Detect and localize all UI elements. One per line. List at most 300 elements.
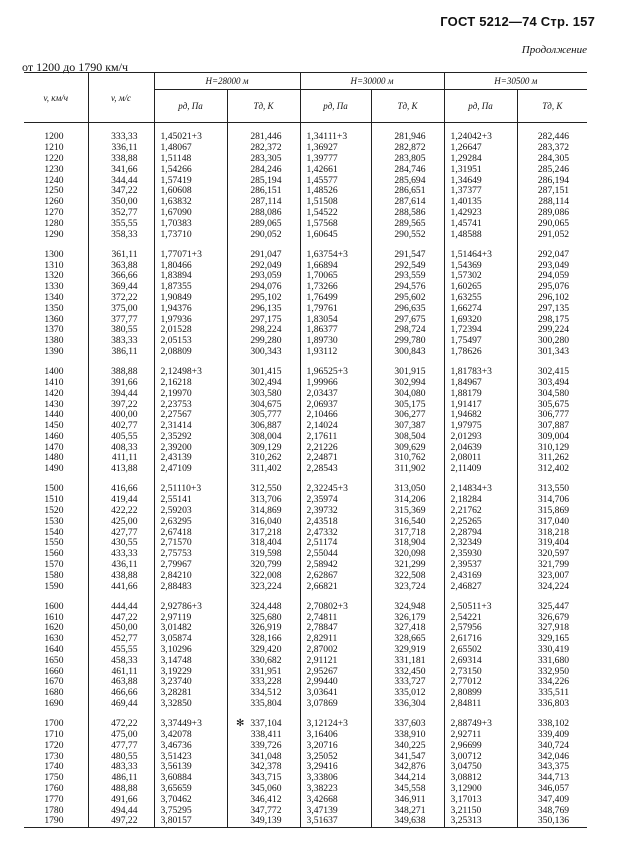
cell-pressure-3: 2,08011	[444, 453, 517, 464]
cell-pressure-3: 1,26647	[444, 143, 517, 154]
cell-temperature-2: 283,805	[371, 154, 444, 165]
cell-temperature-1: 345,060	[227, 784, 300, 795]
cell-speed-kmh: 1290	[44, 228, 64, 240]
table-row	[24, 208, 587, 219]
cell-temperature-1: 308,004	[227, 432, 300, 443]
table-row	[24, 688, 587, 699]
cell-pressure-3: 1,75497	[444, 336, 517, 347]
cell-pressure-2: 2,06937	[300, 400, 371, 411]
cell-temperature-1: 330,682	[227, 656, 300, 667]
page-mark: ✻	[236, 718, 245, 729]
cell-pressure-1: 1,57419	[154, 176, 227, 187]
cell-pressure-3: 1,37377	[444, 186, 517, 197]
continuation-label: Продолжение	[521, 44, 587, 56]
table-row	[24, 773, 587, 784]
table-row	[24, 421, 587, 432]
cell-pressure-2: 2,03437	[300, 389, 371, 400]
cell-pressure-3: 2,96699	[444, 741, 517, 752]
cell-pressure-3: 2,61716	[444, 634, 517, 645]
cell-speed-kmh: 1470	[44, 441, 64, 453]
cell-temperature-3: 296,102	[517, 293, 587, 304]
table-row	[24, 571, 587, 582]
cell-temperature-1: 329,420	[227, 645, 300, 656]
cell-pressure-3: 3,12900	[444, 784, 517, 795]
cell-pressure-3: 2,50511+3	[444, 602, 517, 613]
cell-temperature-3: 312,402	[517, 464, 587, 475]
cell-temperature-1: 296,135	[227, 304, 300, 315]
cell-temperature-1: 339,726	[227, 741, 300, 752]
cell-pressure-1: 2,75753	[154, 549, 227, 560]
cell-temperature-3: 285,246	[517, 165, 587, 176]
cell-temperature-2: 294,576	[371, 282, 444, 293]
cell-pressure-1: 2,27567	[154, 410, 227, 421]
cell-speed-kmh: 1630	[44, 633, 64, 645]
cell-speed-ms: 350,00	[88, 197, 154, 208]
cell-speed-ms: 444,44	[88, 602, 154, 613]
cell-temperature-3: 338,102	[517, 719, 587, 730]
cell-temperature-2: 344,214	[371, 773, 444, 784]
cell-temperature-1: 311,402	[227, 464, 300, 475]
cell-speed-ms: 388,88	[88, 367, 154, 378]
cell-temperature-1: 299,280	[227, 336, 300, 347]
col-header-pressure-2: pд, Па	[300, 90, 371, 123]
cell-pressure-1: 1,94376	[154, 304, 227, 315]
cell-speed-kmh: 1370	[44, 324, 64, 336]
cell-pressure-3: 2,57956	[444, 623, 517, 634]
cell-temperature-2: 310,762	[371, 453, 444, 464]
cell-temperature-2: 342,876	[371, 762, 444, 773]
table-row	[24, 464, 587, 475]
cell-pressure-1: 2,16218	[154, 378, 227, 389]
cell-speed-kmh: 1280	[44, 217, 64, 229]
col-header-temperature-1: Tд, К	[227, 90, 300, 123]
cell-temperature-2: 281,946	[371, 132, 444, 143]
cell-pressure-1: 2,08809	[154, 347, 227, 358]
cell-pressure-2: 2,62867	[300, 571, 371, 582]
cell-temperature-3: 347,409	[517, 795, 587, 806]
cell-speed-kmh: 1530	[44, 515, 64, 527]
range-caption: от 1200 до 1790 км/ч	[22, 60, 128, 74]
block-spacer	[24, 592, 587, 601]
cell-speed-ms: 469,44	[88, 699, 154, 710]
cell-temperature-3: 325,447	[517, 602, 587, 613]
cell-temperature-1: 293,059	[227, 271, 300, 282]
cell-temperature-3: 330,419	[517, 645, 587, 656]
cell-pressure-3: 2,18284	[444, 495, 517, 506]
cell-temperature-3: 320,597	[517, 549, 587, 560]
cell-speed-kmh: 1270	[44, 206, 64, 218]
cell-temperature-3: 313,550	[517, 484, 587, 495]
cell-temperature-2: 295,602	[371, 293, 444, 304]
col-header-temperature-3: Tд, К	[517, 90, 587, 123]
cell-speed-kmh: 1300	[44, 248, 64, 260]
cell-pressure-2: 2,66821	[300, 582, 371, 593]
cell-pressure-3: 1,66274	[444, 304, 517, 315]
cell-temperature-2: 341,547	[371, 752, 444, 763]
table-row	[24, 250, 587, 261]
cell-temperature-3: 295,076	[517, 282, 587, 293]
cell-pressure-3: 3,17013	[444, 795, 517, 806]
cell-pressure-3: 1,94682	[444, 410, 517, 421]
cell-pressure-3: 2,39537	[444, 560, 517, 571]
table-row	[24, 495, 587, 506]
cell-pressure-1: 3,42078	[154, 730, 227, 741]
cell-speed-kmh: 1240	[44, 174, 64, 186]
table-row	[24, 271, 587, 282]
cell-temperature-2: 300,843	[371, 347, 444, 358]
cell-pressure-1: 1,63832	[154, 197, 227, 208]
cell-pressure-1: 2,88483	[154, 582, 227, 593]
cell-speed-kmh: 1390	[44, 345, 64, 357]
cell-pressure-3: 3,25313	[444, 816, 517, 827]
cell-pressure-2: 1,45577	[300, 176, 371, 187]
cell-pressure-1: 1,60608	[154, 186, 227, 197]
cell-temperature-3: 332,950	[517, 667, 587, 678]
table-row	[24, 197, 587, 208]
cell-pressure-1: 2,19970	[154, 389, 227, 400]
cell-pressure-3: 2,92711	[444, 730, 517, 741]
cell-temperature-2: 301,915	[371, 367, 444, 378]
cell-pressure-1: 1,45021+3	[154, 132, 227, 143]
cell-speed-ms: 386,11	[88, 347, 154, 358]
cell-speed-ms: 336,11	[88, 143, 154, 154]
cell-speed-ms: 375,00	[88, 304, 154, 315]
cell-speed-kmh: 1520	[44, 505, 64, 517]
table-row	[24, 400, 587, 411]
cell-temperature-1: 300,343	[227, 347, 300, 358]
cell-temperature-3: 315,869	[517, 506, 587, 517]
table-row	[24, 282, 587, 293]
cell-pressure-2: 3,33806	[300, 773, 371, 784]
cell-temperature-1: 297,175	[227, 315, 300, 326]
cell-pressure-1: 2,43139	[154, 453, 227, 464]
cell-temperature-3: 314,706	[517, 495, 587, 506]
cell-pressure-2: 3,38223	[300, 784, 371, 795]
table-row	[24, 741, 587, 752]
cell-temperature-3: 289,086	[517, 208, 587, 219]
cell-pressure-1: 1,80466	[154, 261, 227, 272]
cell-pressure-1: 2,79967	[154, 560, 227, 571]
cell-temperature-3: 307,887	[517, 421, 587, 432]
cell-pressure-3: 1,57302	[444, 271, 517, 282]
cell-speed-kmh: 1550	[44, 537, 64, 549]
cell-speed-kmh: 1510	[44, 494, 64, 506]
cell-temperature-1: 302,494	[227, 378, 300, 389]
cell-pressure-3: 1,69320	[444, 315, 517, 326]
cell-temperature-1: 320,799	[227, 560, 300, 571]
table-row	[24, 784, 587, 795]
cell-speed-ms: 416,66	[88, 484, 154, 495]
cell-pressure-1: 3,56139	[154, 762, 227, 773]
cell-pressure-2: 2,74811	[300, 613, 371, 624]
table-row	[24, 528, 587, 539]
cell-speed-kmh: 1560	[44, 548, 64, 560]
cell-temperature-2: 282,872	[371, 143, 444, 154]
cell-pressure-1: 3,01482	[154, 623, 227, 634]
cell-speed-kmh: 1790	[24, 816, 88, 827]
cell-temperature-2: 296,635	[371, 304, 444, 315]
cell-temperature-3: 292,047	[517, 250, 587, 261]
cell-temperature-3: 286,194	[517, 176, 587, 187]
cell-speed-kmh: 1440	[44, 409, 64, 421]
table-row	[24, 315, 587, 326]
table-row	[24, 325, 587, 336]
cell-temperature-1: 287,114	[227, 197, 300, 208]
cell-pressure-3: 1,34649	[444, 176, 517, 187]
cell-speed-kmh: 1660	[44, 665, 64, 677]
cell-speed-kmh: 1740	[44, 761, 64, 773]
cell-temperature-1: 289,065	[227, 219, 300, 230]
cell-speed-kmh: 1310	[44, 259, 64, 271]
cell-pressure-2: 3,12124+3	[300, 719, 371, 730]
cell-speed-kmh: 1320	[44, 270, 64, 282]
cell-pressure-2: 1,51508	[300, 197, 371, 208]
cell-temperature-1: 318,404	[227, 538, 300, 549]
cell-pressure-3: 2,35930	[444, 549, 517, 560]
cell-speed-ms: 430,55	[88, 538, 154, 549]
cell-temperature-3: 298,175	[517, 315, 587, 326]
table-row	[24, 623, 587, 634]
cell-temperature-2: 333,727	[371, 677, 444, 688]
cell-pressure-3: 2,73150	[444, 667, 517, 678]
cell-pressure-3: 1,24042+3	[444, 132, 517, 143]
cell-temperature-3: 303,494	[517, 378, 587, 389]
cell-pressure-3: 2,01293	[444, 432, 517, 443]
cell-temperature-1: 326,919	[227, 623, 300, 634]
cell-pressure-3: 1,31951	[444, 165, 517, 176]
cell-pressure-2: 2,82911	[300, 634, 371, 645]
cell-speed-kmh: 1260	[44, 196, 64, 208]
cell-temperature-2: 349,638	[371, 816, 444, 827]
page-header: ГОСТ 5212—74 Стр. 157	[440, 14, 595, 29]
cell-pressure-3: 1,84967	[444, 378, 517, 389]
cell-temperature-3: 318,218	[517, 528, 587, 539]
cell-pressure-2: 1,42661	[300, 165, 371, 176]
cell-temperature-3: 306,777	[517, 410, 587, 421]
cell-speed-kmh: 1340	[44, 291, 64, 303]
cell-speed-kmh: 1680	[44, 687, 64, 699]
cell-pressure-2: 1,79761	[300, 304, 371, 315]
cell-temperature-1: 294,076	[227, 282, 300, 293]
cell-temperature-3: 297,135	[517, 304, 587, 315]
cell-speed-kmh: 1640	[44, 644, 64, 656]
cell-speed-ms: 455,55	[88, 645, 154, 656]
cell-temperature-2: 323,724	[371, 582, 444, 593]
cell-pressure-3: 1,54369	[444, 261, 517, 272]
cell-speed-ms: 436,11	[88, 560, 154, 571]
cell-temperature-3: 283,372	[517, 143, 587, 154]
cell-speed-ms: 441,66	[88, 582, 154, 593]
atmosphere-table	[24, 72, 587, 828]
cell-temperature-1: 286,151	[227, 186, 300, 197]
cell-temperature-3: 311,262	[517, 453, 587, 464]
cell-pressure-1: 2,92786+3	[154, 602, 227, 613]
cell-temperature-3: 300,280	[517, 336, 587, 347]
cell-speed-ms: 408,33	[88, 443, 154, 454]
cell-speed-ms: 477,77	[88, 741, 154, 752]
cell-temperature-1: 341,048	[227, 752, 300, 763]
cell-pressure-3: 1,72394	[444, 325, 517, 336]
cell-pressure-1: 3,65659	[154, 784, 227, 795]
table-row	[24, 293, 587, 304]
cell-temperature-1: 288,086	[227, 208, 300, 219]
cell-temperature-1: 323,224	[227, 582, 300, 593]
cell-temperature-3: 348,769	[517, 806, 587, 817]
cell-temperature-1: 285,194	[227, 176, 300, 187]
cell-pressure-1: 3,32850	[154, 699, 227, 710]
cell-speed-ms: 461,11	[88, 667, 154, 678]
table-row	[24, 517, 587, 528]
col-header-speed-ms: v, м/с	[88, 73, 154, 123]
cell-speed-kmh: 1360	[44, 313, 64, 325]
cell-speed-ms: 483,33	[88, 762, 154, 773]
table-body	[24, 123, 587, 828]
cell-speed-ms: 472,22	[88, 719, 154, 730]
cell-pressure-2: 3,20716	[300, 741, 371, 752]
table-row	[24, 186, 587, 197]
cell-temperature-3: 336,803	[517, 699, 587, 710]
cell-pressure-2: 1,63754+3	[300, 250, 371, 261]
cell-temperature-1: 284,246	[227, 165, 300, 176]
cell-pressure-1: 2,47109	[154, 464, 227, 475]
cell-pressure-3: 2,84811	[444, 699, 517, 710]
cell-speed-ms: 344,44	[88, 176, 154, 187]
cell-temperature-3: 290,065	[517, 219, 587, 230]
cell-pressure-2: 3,42668	[300, 795, 371, 806]
cell-pressure-1: 3,14748	[154, 656, 227, 667]
cell-temperature-2: 324,948	[371, 602, 444, 613]
cell-pressure-1: 2,84210	[154, 571, 227, 582]
cell-pressure-3: 3,00712	[444, 752, 517, 763]
col-header-pressure-1: pд, Па	[154, 90, 227, 123]
cell-pressure-2: 2,10466	[300, 410, 371, 421]
table-row	[24, 347, 587, 358]
cell-speed-kmh: 1580	[44, 569, 64, 581]
cell-speed-kmh: 1420	[44, 387, 64, 399]
cell-temperature-3: 310,129	[517, 443, 587, 454]
table-row	[24, 219, 587, 230]
cell-temperature-2: 299,780	[371, 336, 444, 347]
col-header-speed-kmh: v, км/ч	[24, 73, 88, 123]
cell-temperature-2: 305,175	[371, 400, 444, 411]
cell-temperature-1: 313,706	[227, 495, 300, 506]
cell-speed-kmh: 1610	[44, 611, 64, 623]
cell-temperature-3: 299,224	[517, 325, 587, 336]
cell-temperature-1: 304,675	[227, 400, 300, 411]
cell-temperature-1: 343,715	[227, 773, 300, 784]
cell-temperature-2: 318,904	[371, 538, 444, 549]
cell-pressure-3: 1,91417	[444, 400, 517, 411]
cell-pressure-1: 2,39200	[154, 443, 227, 454]
cell-pressure-3: 1,63255	[444, 293, 517, 304]
cell-temperature-2: 287,614	[371, 197, 444, 208]
cell-temperature-3: 291,052	[517, 230, 587, 241]
cell-temperature-1: 301,415	[227, 367, 300, 378]
cell-temperature-2: 288,586	[371, 208, 444, 219]
cell-temperature-1: 314,869	[227, 506, 300, 517]
cell-temperature-1: 295,102	[227, 293, 300, 304]
cell-pressure-2: 1,70065	[300, 271, 371, 282]
cell-pressure-3: 1,42923	[444, 208, 517, 219]
table-row	[24, 699, 587, 710]
cell-pressure-1: 3,70462	[154, 795, 227, 806]
atmosphere-table-container	[24, 72, 587, 828]
cell-pressure-2: 2,17611	[300, 432, 371, 443]
cell-temperature-3: 288,114	[517, 197, 587, 208]
cell-speed-kmh: 1220	[44, 152, 64, 164]
cell-temperature-1: 347,772	[227, 806, 300, 817]
cell-pressure-1: 1,67090	[154, 208, 227, 219]
cell-speed-ms: 466,66	[88, 688, 154, 699]
table-row	[24, 154, 587, 165]
cell-speed-ms: 419,44	[88, 495, 154, 506]
cell-speed-ms: 366,66	[88, 271, 154, 282]
cell-temperature-2: 285,694	[371, 176, 444, 187]
cell-pressure-1: 2,67418	[154, 528, 227, 539]
cell-pressure-3: 1,51464+3	[444, 250, 517, 261]
cell-pressure-1: 3,80157	[154, 816, 227, 827]
cell-temperature-3: 326,679	[517, 613, 587, 624]
cell-speed-ms: 397,22	[88, 400, 154, 411]
cell-temperature-2: 345,558	[371, 784, 444, 795]
cell-pressure-3: 1,78626	[444, 347, 517, 358]
cell-pressure-1: 2,23753	[154, 400, 227, 411]
table-row	[24, 602, 587, 613]
cell-temperature-3: 301,343	[517, 347, 587, 358]
cell-speed-kmh: 1750	[44, 772, 64, 784]
cell-pressure-2: 1,86377	[300, 325, 371, 336]
cell-pressure-2: 1,96525+3	[300, 367, 371, 378]
cell-speed-kmh: 1760	[44, 782, 64, 794]
cell-temperature-1: 328,166	[227, 634, 300, 645]
cell-temperature-1: 317,218	[227, 528, 300, 539]
cell-speed-ms: 372,22	[88, 293, 154, 304]
cell-pressure-3: 2,69314	[444, 656, 517, 667]
cell-pressure-2: 2,28543	[300, 464, 371, 475]
block-spacer	[24, 358, 587, 367]
col-group-header-altitude-2: H=30000 м	[300, 73, 444, 90]
cell-pressure-2: 2,43518	[300, 517, 371, 528]
cell-pressure-1: 1,54266	[154, 165, 227, 176]
cell-speed-kmh: 1430	[44, 398, 64, 410]
cell-pressure-1: 2,35292	[154, 432, 227, 443]
cell-pressure-2: 1,99966	[300, 378, 371, 389]
cell-temperature-1: 283,305	[227, 154, 300, 165]
cell-speed-kmh: 1210	[44, 142, 64, 154]
table-row	[24, 410, 587, 421]
table-row	[24, 538, 587, 549]
cell-pressure-2: 2,91121	[300, 656, 371, 667]
cell-speed-ms: 355,55	[88, 219, 154, 230]
cell-speed-kmh: 1490	[44, 463, 64, 475]
cell-speed-ms: 405,55	[88, 432, 154, 443]
cell-pressure-3: 2,54221	[444, 613, 517, 624]
cell-temperature-2: 293,559	[371, 271, 444, 282]
cell-pressure-3: 2,25265	[444, 517, 517, 528]
cell-speed-ms: 433,33	[88, 549, 154, 560]
cell-speed-kmh: 1670	[44, 676, 64, 688]
cell-temperature-2: 329,919	[371, 645, 444, 656]
table-row	[24, 634, 587, 645]
table-row	[24, 261, 587, 272]
cell-speed-ms: 361,11	[88, 250, 154, 261]
cell-temperature-2: 322,508	[371, 571, 444, 582]
table-row	[24, 795, 587, 806]
cell-speed-kmh: 1350	[44, 302, 64, 314]
cell-temperature-3: 344,713	[517, 773, 587, 784]
cell-pressure-3: 3,08812	[444, 773, 517, 784]
cell-pressure-1: 2,05153	[154, 336, 227, 347]
